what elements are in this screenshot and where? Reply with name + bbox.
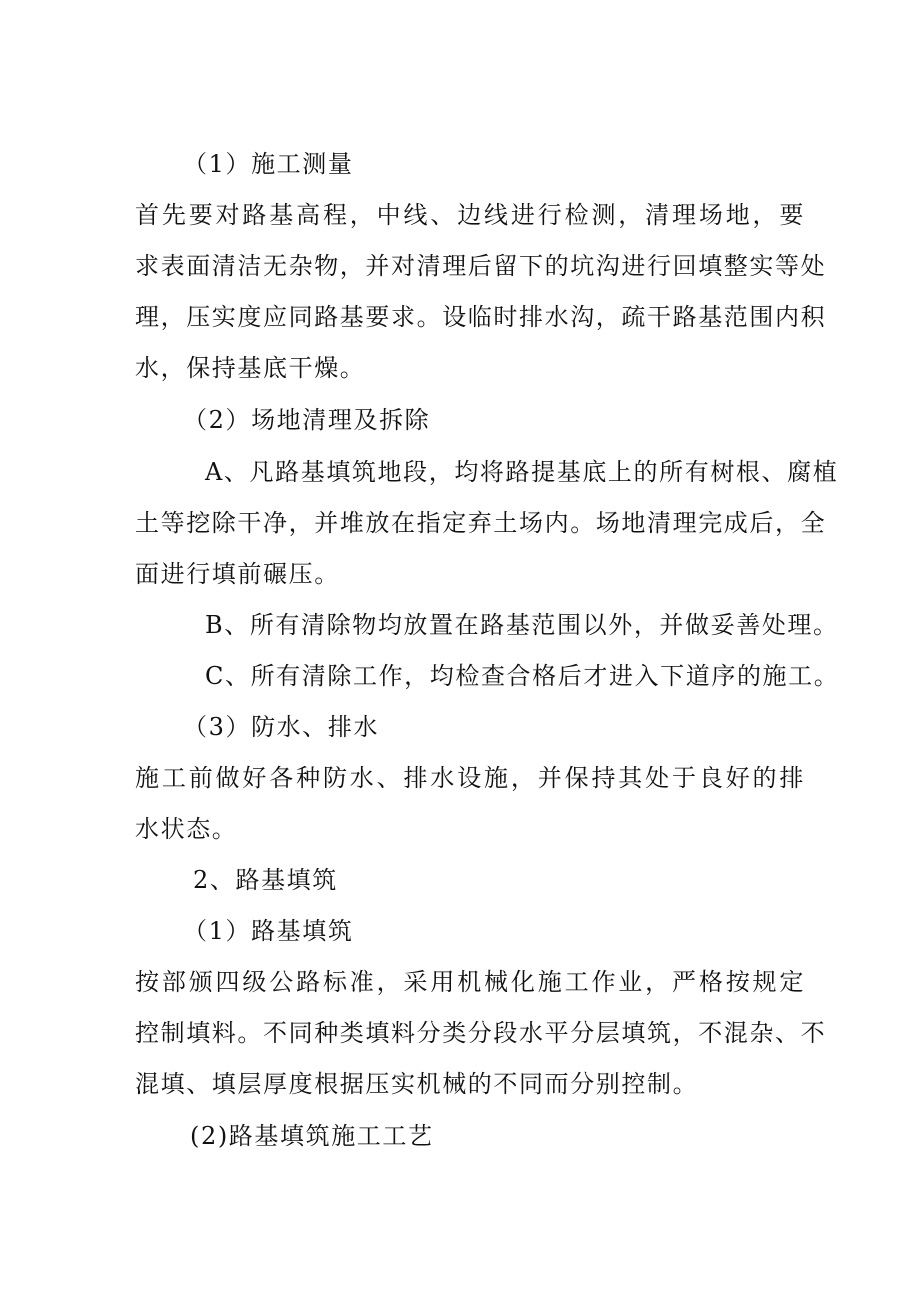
paragraph-line: 水状态。 [135,815,238,843]
paragraph-line: A、凡路基填筑地段，均将路提基底上的所有树根、腐植 [205,458,839,486]
paragraph-line: 土等挖除干净，并堆放在指定弃土场内。场地清理完成后，全 [135,509,827,537]
section-heading-subgrade-filling: 2、路基填筑 [193,866,338,894]
paragraph-line: 控制填料。不同种类填料分类分段水平分层填筑，不混杂、不 [135,1019,827,1047]
paragraph-line: 水，保持基底干燥。 [135,354,366,382]
paragraph-line: 面进行填前碾压。 [135,560,340,588]
paragraph-line: 理，压实度应同路基要求。设临时排水沟，疏干路基范围内积 [135,303,827,331]
paragraph-line: 施工前做好各种防水、排水设施，并保持其处于良好的排 [135,764,805,792]
paragraph-line: 按部颁四级公路标准，采用机械化施工作业，严格按规定 [135,968,805,996]
subsection-heading-subgrade-filling: （1）路基填筑 [183,917,354,945]
paragraph-line: B、所有清除物均放置在路基范围以外，并做妥善处理。 [205,611,839,639]
paragraph-line: 求表面清洁无杂物，并对清理后留下的坑沟进行回填整实等处 [135,252,827,280]
section-heading-site-clearing: （2）场地清理及拆除 [183,406,431,434]
section-heading-survey: （1）施工测量 [183,150,354,178]
paragraph-line: C、所有清除工作，均检查合格后才进入下道序的施工。 [205,662,840,690]
subsection-heading-filling-process: (2)路基填筑施工工艺 [190,1122,434,1150]
paragraph-line: 首先要对路基高程，中线、边线进行检测，清理场地，要 [135,201,805,229]
paragraph-line: 混填、填层厚度根据压实机械的不同而分别控制。 [135,1070,699,1098]
section-heading-drainage: （3）防水、排水 [183,713,380,741]
